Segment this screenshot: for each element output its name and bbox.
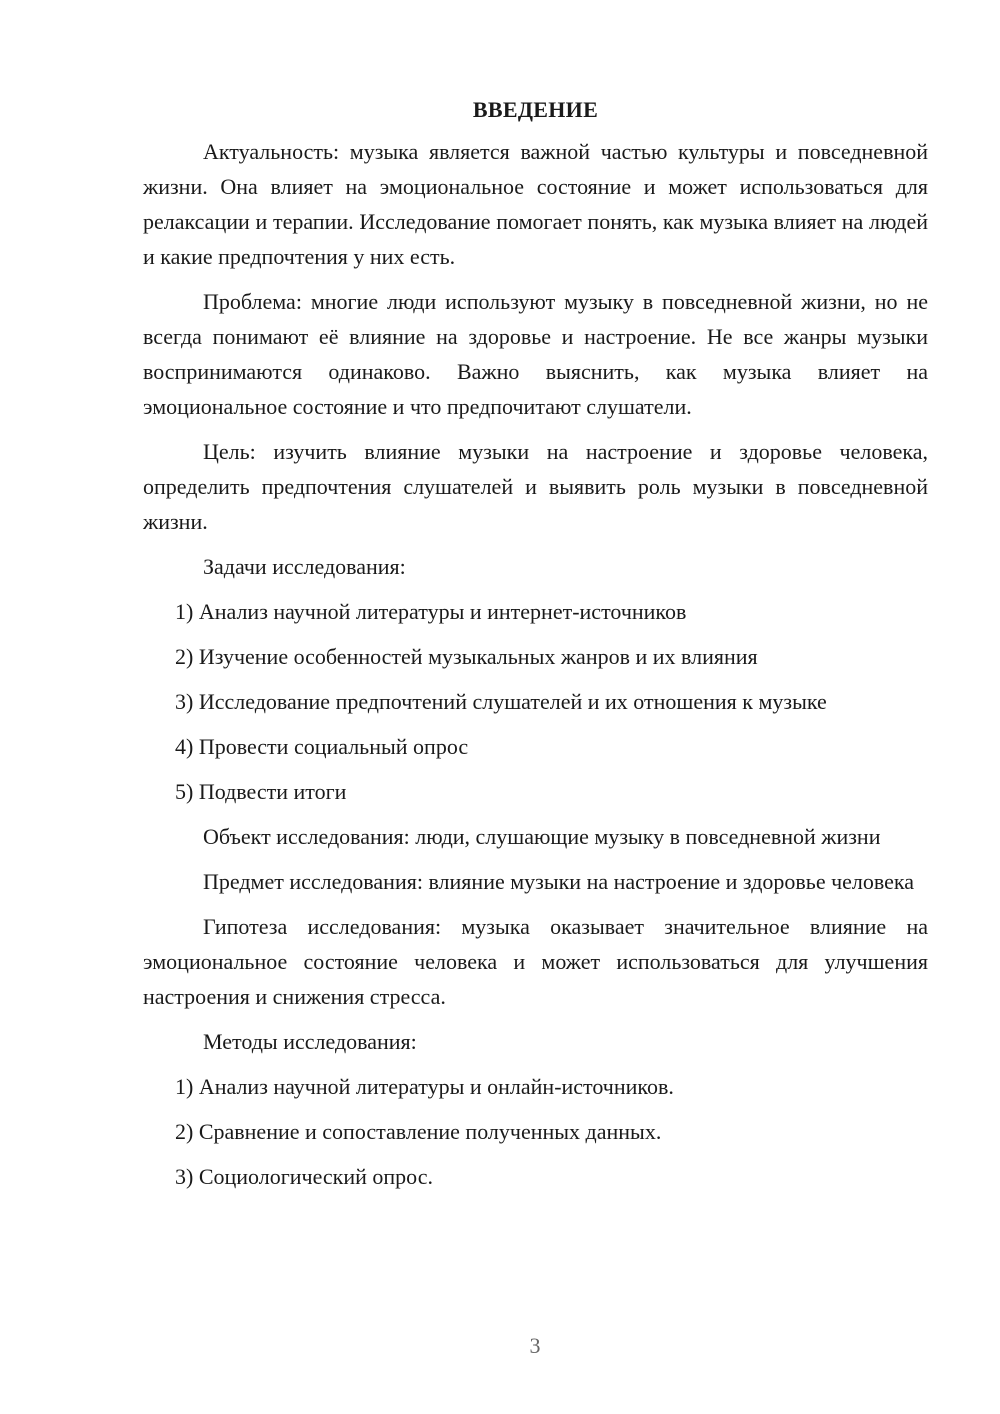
problem-paragraph: Проблема: многие люди используют музыку в повседневной жизни, но не всегда понимают её влияние на здоровье и настроение. Не все жанры музыки воспринимаются одинаково. Важно выяснить, как музыка влияет на эмоциональное состояние и что предпочитают слушатели.: [143, 289, 928, 419]
task-item: 3) Исследование предпочтений слушателей и их отношения к музыке: [175, 689, 827, 714]
task-item: 1) Анализ научной литературы и интернет-источников: [175, 599, 687, 624]
method-item: 1) Анализ научной литературы и онлайн-источников.: [175, 1074, 674, 1099]
task-item: 4) Провести социальный опрос: [175, 734, 469, 759]
task-item: 5) Подвести итоги: [175, 779, 347, 804]
method-item: 3) Социологический опрос.: [175, 1164, 433, 1189]
method-item: 2) Сравнение и сопоставление полученных данных.: [175, 1119, 662, 1144]
document-page: [143, 92, 928, 1204]
page-title: ВВЕДЕНИЕ: [472, 97, 599, 122]
goal-paragraph: Цель: изучить влияние музыки на настроение и здоровье человека, определить предпочтения слушателей и выявить роль музыки в повседневной жизни.: [143, 439, 928, 534]
page-number: 3: [529, 1333, 541, 1358]
methods-heading: Методы исследования:: [203, 1029, 417, 1054]
subject-paragraph: Предмет исследования: влияние музыки на настроение и здоровье человека: [203, 869, 915, 894]
task-item: 2) Изучение особенностей музыкальных жанров и их влияния: [175, 644, 758, 669]
relevance-paragraph: Актуальность: музыка является важной частью культуры и повседневной жизни. Она влияет на эмоциональное состояние и может использоваться для релаксации и терапии. Исследование помогает понять, как музыка влияет на людей и какие предпочтения у них есть.: [143, 139, 928, 269]
tasks-heading: Задачи исследования:: [203, 554, 406, 579]
hypothesis-paragraph: Гипотеза исследования: музыка оказывает значительное влияние на эмоциональное состояние человека и может использоваться для улучшения настроения и снижения стресса.: [143, 914, 928, 1009]
object-paragraph: Объект исследования: люди, слушающие музыку в повседневной жизни: [203, 824, 881, 849]
